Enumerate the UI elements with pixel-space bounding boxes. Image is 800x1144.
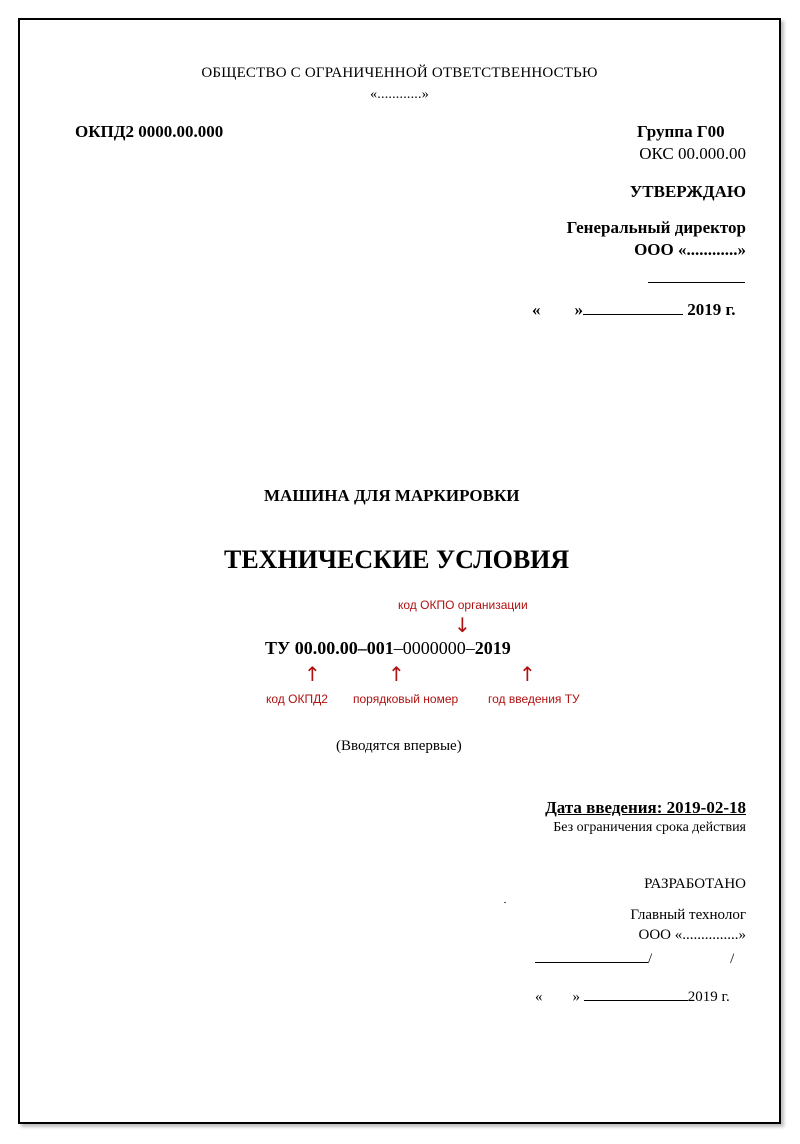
arrow-up-icon: ↑ xyxy=(304,662,321,686)
tu-dash-3: – xyxy=(465,638,475,658)
tu-year: 2019 xyxy=(474,638,511,658)
oks-code: ОКС 00.000.00 xyxy=(639,144,746,163)
okpd2-code: ОКПД2 0000.00.000 xyxy=(75,122,224,141)
approval-position: Генеральный директор xyxy=(566,218,746,237)
introduction-date: Дата введения: 2019-02-18 xyxy=(545,798,746,817)
approval-company: ООО «............» xyxy=(634,240,746,259)
validity-term: Без ограничения срока действия xyxy=(553,820,746,835)
document-title: ТЕХНИЧЕСКИЕ УСЛОВИЯ xyxy=(224,545,570,574)
approval-date xyxy=(532,298,736,320)
developed-signature-line xyxy=(535,946,648,963)
organization-name: ОБЩЕСТВО С ОГРАНИЧЕННОЙ ОТВЕТСТВЕННОСТЬЮ xyxy=(201,65,598,81)
introduced-note: (Вводятся впервые) xyxy=(336,738,462,754)
developed-slash-1: / xyxy=(648,951,653,967)
document-page xyxy=(18,18,781,1124)
approval-date-line xyxy=(583,298,683,315)
developed-signature xyxy=(535,946,734,968)
developed-title: РАЗРАБОТАНО xyxy=(644,876,746,892)
approval-date-year: 2019 г. xyxy=(687,300,736,319)
developed-date-line xyxy=(584,985,688,1001)
approval-date-prefix: « » xyxy=(532,300,583,319)
stray-dot xyxy=(504,902,506,903)
product-name: МАШИНА ДЛЯ МАРКИРОВКИ xyxy=(264,486,520,505)
tu-okpd: 00.00.00 xyxy=(294,638,358,658)
approval-title: УТВЕРЖДАЮ xyxy=(629,182,746,201)
annotation-okpd: код ОКПД2 xyxy=(266,692,328,706)
tu-code xyxy=(265,638,511,659)
tu-dash-1: – xyxy=(357,638,367,658)
tu-dash-2: – xyxy=(393,638,403,658)
organization-quotes: «............» xyxy=(370,87,429,102)
arrow-up-icon: ↑ xyxy=(388,662,405,686)
developed-position: Главный технолог xyxy=(630,907,746,923)
developed-date-year: 2019 г. xyxy=(687,989,730,1005)
tu-okpo: 0000000 xyxy=(402,638,466,658)
group-code: Группа Г00 xyxy=(637,122,725,141)
developed-slash-2: / xyxy=(730,951,735,967)
tu-prefix: ТУ xyxy=(265,638,295,658)
arrow-down-icon: ↓ xyxy=(454,613,471,637)
annotation-year: год введения ТУ xyxy=(488,692,580,706)
developed-company: ООО «...............» xyxy=(638,927,746,943)
arrow-up-icon: ↑ xyxy=(519,662,536,686)
developed-date xyxy=(535,985,730,1006)
developed-date-prefix: « » xyxy=(535,989,580,1005)
annotation-serial: порядковый номер xyxy=(353,692,459,706)
tu-serial: 001 xyxy=(366,638,394,658)
annotation-okpo: код ОКПО организации xyxy=(398,598,528,612)
approval-signature-line xyxy=(648,282,745,283)
